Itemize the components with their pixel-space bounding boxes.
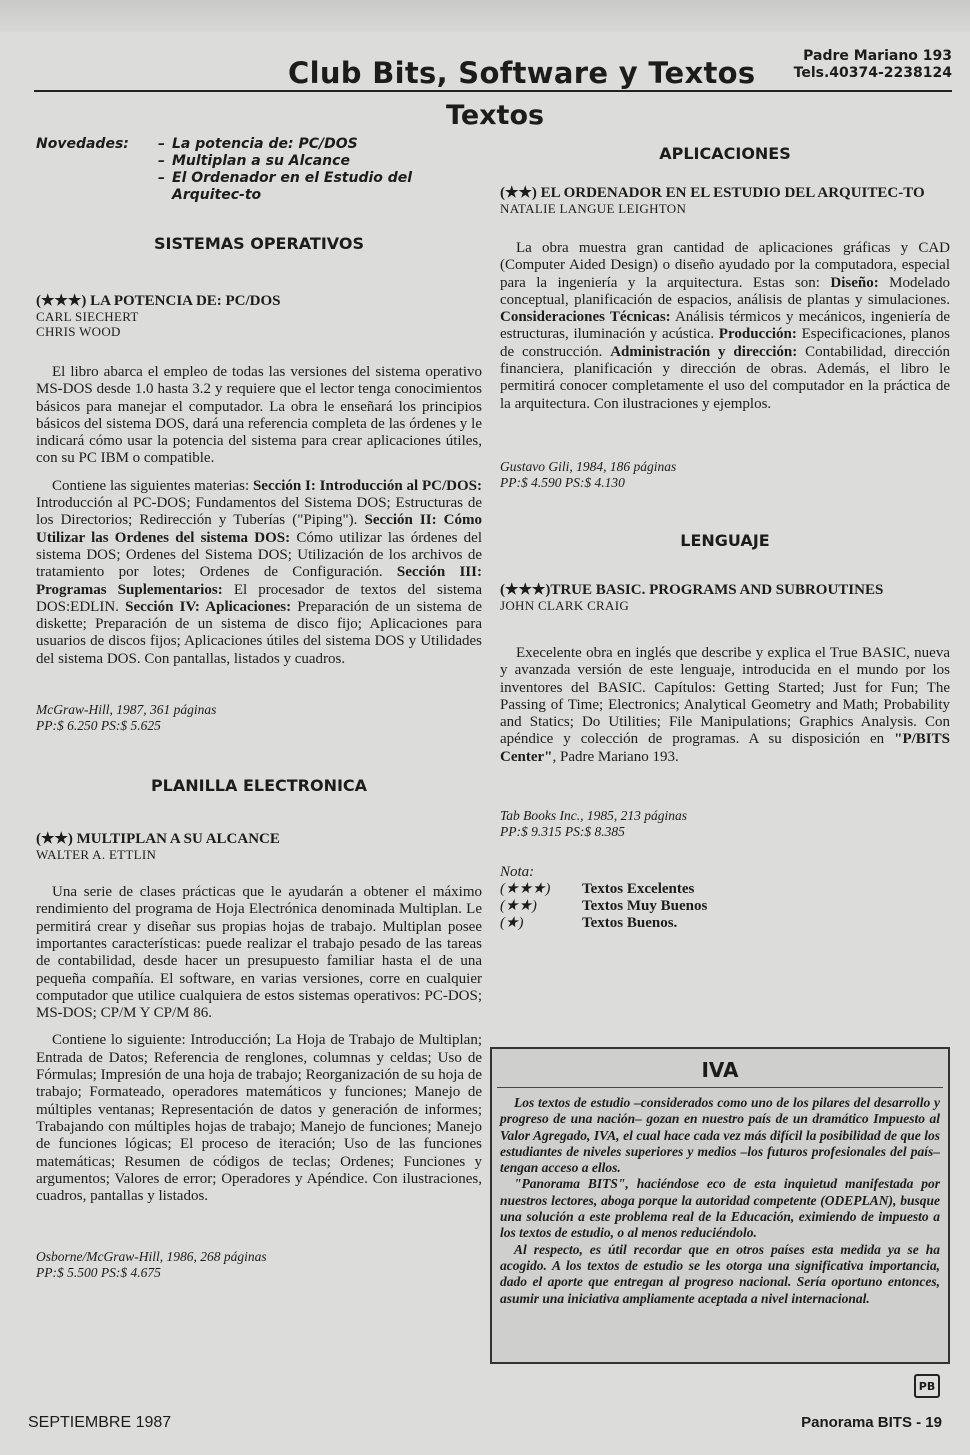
nota-label: Nota: (500, 864, 535, 881)
address: Padre Mariano 193 (803, 48, 952, 64)
iva-title: IVA (701, 1058, 739, 1082)
price-info: PP:$ 5.500 PS:$ 4.675 (36, 1265, 161, 1281)
right-column (500, 136, 950, 932)
iva-paragraph: "Panorama BITS", haciéndose eco de esta inquietud manifestada por nuestros lectores, aboga porque la autoridad competente (ODEPLAN), busque una solución a este problema real de la Educación, eximiendo de impuesto a los textos de estudio, o al menos reduciéndolo. (500, 1176, 940, 1241)
category-heading: LENGUAJE (680, 530, 770, 550)
page-title: Club Bits, Software y Textos (288, 56, 756, 90)
book-description: La obra muestra gran cantidad de aplicaciones gráficas y CAD (Computer Aided Design) o diseño ayudado por la computadora, especial para la ingeniería y la arquitectura. Estas son: Diseño: Modelado conceptual, planificación de espacios, análisis de plantas y simulaciones. Consideraciones Técnicas: Análisis térmicos y mecánicos, ingeniería de estructuras, iluminación y acústica. Producción: Especificaciones, planos de construcción. Administración y dirección: Contabilidad, dirección financiera, planificación y dirección de obras. Además, el libro le permitirá conocer completamente el uso del computador en la práctica de la arquitectura. Con ilustraciones y ejemplos. (500, 240, 950, 412)
book-title: (★★) MULTIPLAN A SU ALCANCE (36, 831, 280, 848)
book-author: CARL SIECHERT (36, 309, 139, 324)
book-author: WALTER A. ETTLIN (36, 847, 157, 863)
rating-label: Textos Excelentes (582, 881, 695, 898)
rating-label: Textos Buenos. (582, 915, 678, 932)
book-description: El libro abarca el empleo de todas las versiones del sistema operativo MS-DOS desde 1.0 hasta 3.2 y requiere que el lector tenga conocimientos básicos para manejar el computador. La obra le enseñará los principios básicos del sistema DOS, dará una referencia completa de las órdenes y le indicará cómo usar la potencia del sistema para crear aplicaciones útiles, con su PC IBM o compatible. (36, 364, 482, 467)
category-heading: APLICACIONES (659, 144, 791, 163)
contact-info (794, 48, 952, 82)
book-author: JOHN CLARK CRAIG (500, 597, 630, 613)
book-title: (★★) EL ORDENADOR EN EL ESTUDIO DEL ARQUITEC-TO (500, 185, 925, 201)
book-author: NATALIE LANGUE LEIGHTON (500, 201, 687, 216)
rating-legend (500, 864, 950, 932)
book-description: Execelente obra en inglés que describe y explica el True BASIC, nueva y avanzada versión de este lenguaje, introducida en el mundo por los inventores del BASIC. Capítulos: Getting Started; Just for Fun; The Passing of Time; Electronics; Analytical Geometry and Math; Probability and Statics; Do Utilities; File Manipulations; Graphics Analysis. Con apéndice y colección de programas. A su disposición en "P/BITS Center", Padre Mariano 193. (500, 644, 950, 765)
novedades-label: Novedades: (36, 136, 129, 152)
book-contents: Contiene las siguientes materias: Sección I: Introducción al PC/DOS: Introducción al PC-DOS; Fundamentos del Sistema DOS; Estructuras de los Directorios; Redirección y Tuberías ("Piping"). Sección II: Cómo Utilizar las Ordenes del sistema DOS: Cómo utilizar las órdenes del sistema DOS; Ordenes del Sistema DOS; Utilización de los archivos de tratamiento por lotes; Ordenes de Configuración. Sección III: Programas Suplementarios: El procesador de textos del sistema DOS:EDLIN. Sección IV: Aplicaciones: Preparación de un sistema de diskette; Preparación de un sistema de disco fijo; Aplicaciones para usuarios de discos fijos; Aplicaciones útiles del sistema DOS y Utilidades del sistema DOS. Con pantallas, listados y cuadros. (36, 477, 482, 667)
rating-label: Textos Muy Buenos (582, 898, 708, 915)
book-contents: Contiene lo siguiente: Introducción; La Hoja de Trabajo de Multiplan; Entrada de Datos; Referencia de renglones, columnas y celdas; Uso de Fórmulas; Impresión de una hoja de trabajo; Reorganización de su hoja de trabajo; Formateado, operadores matemáticos y funciones; Manejo de múltiples ventanas; Representación de datos y generación de informes; Trabajando con múltiples hojas de trabajo; Manejo de funciones; Manejo de funciones lógicas; El proceso de iteración; Uso de las funciones matemáticas; Resumen de códigos de teclas; Ordenes; Funciones y argumentos; Valores de error; Operadores y Apéndice. Con ilustraciones, cuadros, pantallas y listados. (36, 1032, 482, 1205)
book-entry (500, 582, 950, 840)
publisher-info: McGraw-Hill, 1987, 361 páginas (36, 702, 217, 718)
publisher-info: Osborne/McGraw-Hill, 1986, 268 páginas (36, 1249, 267, 1265)
bleed-through-band (0, 0, 970, 32)
footer-date: SEPTIEMBRE 1987 (28, 1414, 172, 1431)
iva-rule (497, 1087, 943, 1088)
phones: Tels.40374-2238124 (793, 65, 952, 81)
footer-page-number: Panorama BITS - 19 (801, 1414, 942, 1431)
book-entry (500, 185, 950, 491)
rating-stars: (★) (500, 915, 524, 932)
publisher-info: Gustavo Gili, 1984, 186 páginas (500, 458, 677, 474)
iva-paragraph: Los textos de estudio –considerados como uno de los pilares del desarrollo y progreso de una nación– gozan en nuestro país de un dramático Impuesto al Valor Agregado, IVA, el cual hace cada vez más difícil la posibilidad de que los estudiantes de niveles superiores y medios –los futuros profesionales del país– tengan acceso a ellos. (500, 1095, 940, 1176)
pb-logo: PB (914, 1374, 940, 1398)
category-heading: PLANILLA ELECTRONICA (150, 776, 368, 796)
novedades-item: La potencia de: PC/DOS (172, 136, 358, 152)
book-title: (★★★) LA POTENCIA DE: PC/DOS (36, 293, 281, 309)
price-info: PP:$ 6.250 PS:$ 5.625 (36, 718, 161, 734)
header-rule (34, 90, 952, 92)
publisher-info: Tab Books Inc., 1985, 213 páginas (500, 808, 688, 824)
novedades-item: Multiplan a su Alcance (172, 153, 350, 169)
book-title: (★★★)TRUE BASIC. PROGRAMS AND SUBROUTINES (500, 581, 884, 598)
novedades: Novedades: – La potencia de: PC/DOS – Multiplan a su Alcance – El Ordenador en el Estudio del Arquitec-to (36, 136, 482, 204)
book-author: CHRIS WOOD (36, 324, 121, 339)
iva-paragraph: Al respecto, es útil recordar que en otros países esta medida ya se ha acogido. A los textos de estudio se les otorga una significativa importancia, dado el aporte que entregan al progreso nacional. Sería oportuno entonces, asumir una iniciativa ampliamente aceptada a nivel internacional. (500, 1241, 940, 1306)
category-heading: SISTEMAS OPERATIVOS (153, 234, 365, 253)
book-entry (36, 293, 482, 734)
rating-stars: (★★★) (500, 881, 551, 898)
iva-editorial-box (490, 1047, 950, 1364)
price-info: PP:$ 9.315 PS:$ 8.385 (500, 824, 625, 840)
book-entry (36, 831, 482, 1281)
price-info: PP:$ 4.590 PS:$ 4.130 (500, 474, 625, 490)
left-column (36, 136, 482, 1281)
rating-stars: (★★) (500, 898, 537, 915)
novedades-item: El Ordenador en el Estudio del Arquitec-to (172, 170, 413, 203)
iva-body (500, 1095, 940, 1307)
section-title: Textos (446, 100, 545, 131)
book-description: Una serie de clases prácticas que le ayudarán a obtener el máximo rendimiento del programa de Hoja Electrónica denominada Multiplan. Le permitirá crear y diseñar sus propias hojas de trabajo. Multiplan posee importantes características: puede realizar el trabajo pesado de las tareas de contabilidad, desde hacer un presupuesto familiar hasta el de una pequeña compañía. El software, en varias versiones, corre en cualquier computador que utilice cualquiera de estos sistemas operativos: PC-DOS; MS-DOS; CP/M Y CP/M 86. (36, 884, 482, 1022)
